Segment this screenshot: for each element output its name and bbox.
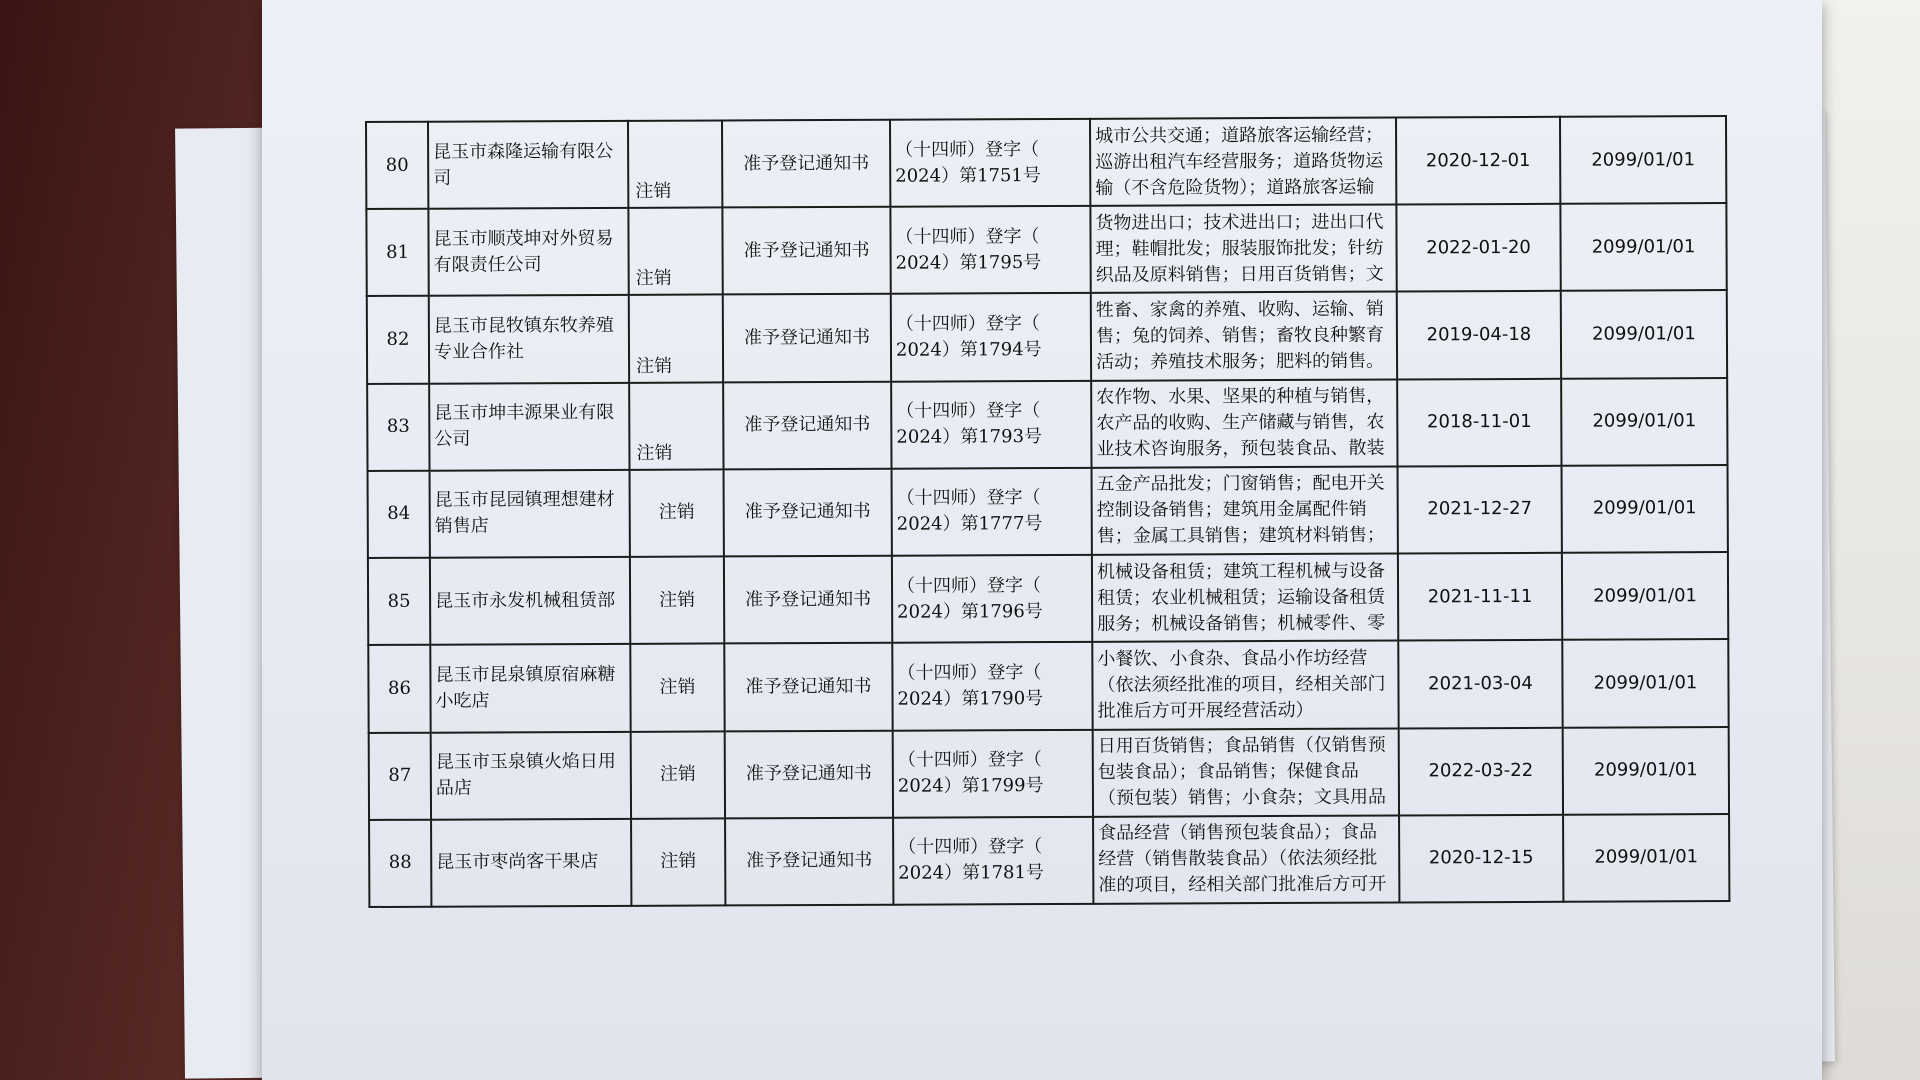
registration-ref [893, 817, 1093, 905]
action-type: 注销 [630, 557, 724, 645]
business-scope [1090, 118, 1396, 207]
company-name: 昆玉市顺茂坤对外贸易有限责任公司 [428, 208, 628, 296]
registration-ref-line1: （十四师）登字（ [896, 400, 1041, 422]
expiry-date: 2099/01/01 [1561, 378, 1727, 466]
registration-ref [891, 380, 1091, 468]
registration-ref [890, 206, 1090, 294]
registration-table [365, 115, 1730, 908]
table-row [369, 727, 1729, 820]
established-date: 2022-01-20 [1396, 204, 1560, 292]
row-number: 88 [369, 819, 431, 907]
registration-ref-line2: 2024）第1751号 [895, 164, 1041, 187]
company-name: 昆玉市坤丰源果业有限公司 [429, 383, 629, 471]
company-name: 昆玉市枣尚客干果店 [431, 819, 631, 907]
expiry-date: 2099/01/01 [1562, 465, 1728, 553]
registration-ref-line2: 2024）第1794号 [895, 339, 1042, 361]
company-name: 昆玉市玉泉镇火焰日用品店 [431, 731, 631, 819]
registration-ref-line1: （十四师）登字（ [895, 138, 1040, 161]
business-scope [1091, 379, 1397, 468]
row-number: 87 [369, 732, 431, 819]
established-date: 2021-12-27 [1398, 466, 1562, 554]
company-name: 昆玉市昆园镇理想建材销售店 [430, 470, 630, 558]
table-row [368, 552, 1728, 645]
business-scope [1091, 292, 1397, 381]
notice-type: 准予登记通知书 [724, 643, 892, 731]
business-scope-text: 小餐饮、小食杂、食品小作坊经营（依法须经批准的项目，经相关部门批准后方可开展经营活动） [1097, 647, 1386, 722]
notice-type: 准予登记通知书 [725, 817, 893, 905]
row-number: 83 [367, 383, 429, 470]
business-scope [1092, 466, 1398, 555]
action-type: 注销 [628, 120, 722, 208]
row-number: 85 [368, 558, 430, 645]
table-row [367, 378, 1727, 471]
established-date: 2018-11-01 [1397, 378, 1561, 466]
expiry-date: 2099/01/01 [1562, 639, 1728, 727]
business-scope-text: 五金产品批发；门窗销售；配电开关控制设备销售；建筑用金属配件销售；金属工具销售；建筑材料销售； [1096, 473, 1385, 548]
established-date: 2020-12-15 [1399, 815, 1563, 903]
registration-ref-line1: （十四师）登字（ [895, 225, 1040, 248]
expiry-date: 2099/01/01 [1560, 116, 1726, 204]
registration-ref-line1: （十四师）登字（ [896, 574, 1042, 597]
registration-ref-line1: （十四师）登字（ [898, 836, 1043, 859]
established-date: 2021-11-11 [1398, 553, 1562, 641]
expiry-date: 2099/01/01 [1563, 814, 1729, 902]
registration-ref-line1: （十四师）登字（ [897, 661, 1042, 684]
row-number: 81 [366, 209, 428, 296]
notice-type: 准予登记通知书 [722, 207, 890, 295]
registration-ref-line2: 2024）第1793号 [896, 426, 1043, 448]
established-date: 2020-12-01 [1396, 117, 1560, 205]
established-date: 2019-04-18 [1397, 291, 1561, 379]
established-date: 2022-03-22 [1399, 727, 1563, 815]
company-name: 昆玉市昆泉镇原宿麻糖小吃店 [430, 644, 630, 732]
notice-type: 准予登记通知书 [724, 556, 892, 644]
table-row [369, 814, 1729, 907]
action-type: 注销 [630, 469, 724, 557]
table-row [368, 639, 1728, 732]
business-scope-text: 牲畜、家禽的养殖、收购、运输、销售；兔的饲养、销售；畜牧良种繁育活动；养殖技术服务；肥料的销售。 [1095, 298, 1385, 373]
table-row [367, 290, 1727, 383]
notice-type: 准予登记通知书 [723, 294, 891, 382]
business-scope-text: 机械设备租赁；建筑工程机械与设备租赁；农业机械租赁；运输设备租赁服务；机械设备销售；机械零件、零 [1096, 560, 1386, 635]
registration-ref-line1: （十四师）登字（ [897, 749, 1042, 771]
registration-ref-line1: （十四师）登字（ [896, 487, 1041, 510]
notice-type: 准予登记通知书 [722, 120, 890, 208]
action-type: 注销 [631, 818, 725, 906]
table-body [366, 116, 1729, 907]
registration-ref [892, 468, 1092, 556]
action-type: 注销 [630, 644, 724, 732]
business-scope [1092, 554, 1398, 643]
registration-ref-line2: 2024）第1777号 [896, 513, 1043, 536]
business-scope-text: 日用百货销售；食品销售（仅销售预包装食品）；食品销售；保健食品（预包装）销售；小食杂；文具用品 [1097, 734, 1387, 809]
registration-ref [892, 642, 1092, 730]
notice-type: 准予登记通知书 [725, 730, 893, 818]
registration-ref-line1: （十四师）登字（ [895, 313, 1040, 335]
row-number: 80 [366, 122, 428, 209]
registration-ref [891, 293, 1091, 381]
registration-ref-line2: 2024）第1790号 [897, 687, 1044, 710]
row-number: 82 [367, 296, 429, 383]
notice-type: 准予登记通知书 [723, 381, 891, 469]
registration-ref-line2: 2024）第1796号 [897, 600, 1043, 623]
row-number: 84 [368, 471, 430, 558]
row-number: 86 [368, 645, 430, 732]
business-scope [1093, 815, 1399, 904]
action-type: 注销 [628, 208, 722, 296]
registration-ref-line2: 2024）第1795号 [895, 251, 1042, 274]
business-scope-text: 食品经营（销售预包装食品）；食品经营（销售散装食品）（依法须经批准的项目，经相关部门批准后方可开 [1098, 821, 1387, 897]
expiry-date: 2099/01/01 [1561, 290, 1727, 378]
registration-ref [890, 119, 1090, 207]
expiry-date: 2099/01/01 [1560, 203, 1726, 291]
action-type: 注销 [631, 731, 725, 819]
company-name: 昆玉市永发机械租赁部 [430, 557, 630, 645]
table-row [366, 116, 1726, 209]
company-name: 昆玉市森隆运输有限公司 [428, 121, 628, 209]
registration-ref-line2: 2024）第1799号 [897, 775, 1044, 797]
table-row [368, 465, 1728, 558]
expiry-date: 2099/01/01 [1563, 727, 1729, 815]
expiry-date: 2099/01/01 [1562, 552, 1728, 640]
business-scope-text: 货物进出口；技术进出口；进出口代理；鞋帽批发；服装服饰批发；针纺织品及原料销售；日用百货销售；文 [1095, 211, 1384, 286]
company-name: 昆玉市昆牧镇东牧养殖专业合作社 [429, 295, 629, 383]
business-scope [1093, 728, 1399, 817]
action-type: 注销 [629, 382, 723, 470]
business-scope [1092, 641, 1398, 730]
business-scope [1090, 205, 1396, 294]
action-type: 注销 [629, 295, 723, 383]
business-scope-text: 农作物、水果、坚果的种植与销售，农产品的收购、生产储藏与销售，农业技术咨询服务，预包装食品、散装 [1096, 385, 1385, 461]
registration-ref-line2: 2024）第1781号 [898, 862, 1044, 885]
registration-ref [893, 729, 1093, 817]
notice-type: 准予登记通知书 [724, 469, 892, 557]
table-row [366, 203, 1726, 296]
registration-ref [892, 555, 1092, 643]
established-date: 2021-03-04 [1398, 640, 1562, 728]
business-scope-text: 城市公共交通；道路旅客运输经营；巡游出租汽车经营服务；道路货物运输（不含危险货物）；道路旅客运输 [1095, 124, 1384, 199]
